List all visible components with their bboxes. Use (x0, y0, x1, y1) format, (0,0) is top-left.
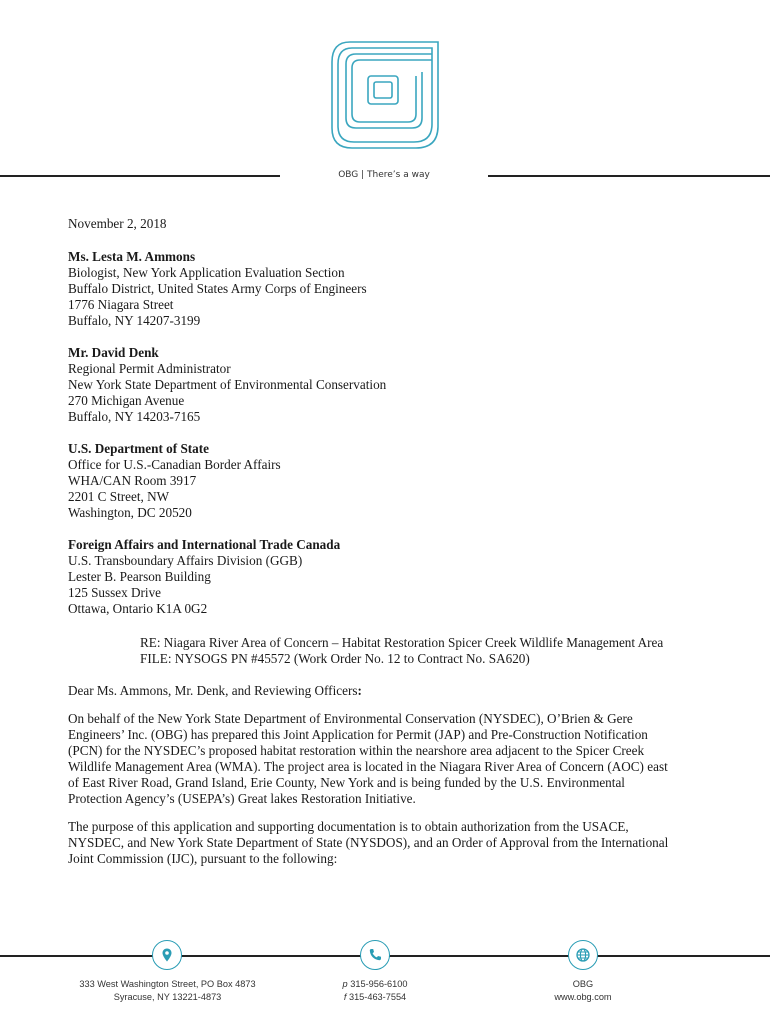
footer-address (60, 978, 275, 1004)
footer-fax-row (305, 991, 445, 1004)
file-line: FILE: NYSOGS PN #45572 (Work Order No. 12 to Contract No. SA620) (140, 651, 530, 666)
recipient-block (68, 249, 708, 329)
recipient-line: Biologist, New York Application Evaluation Section (68, 265, 345, 280)
paragraph-1 (68, 711, 708, 807)
obg-logo (330, 40, 440, 150)
recipient-block (68, 537, 708, 617)
location-pin-icon (152, 940, 182, 970)
phone-prefix: p (342, 979, 348, 989)
salutation (68, 683, 708, 699)
paragraph-line: Engineers’ Inc. (OBG) has prepared this Joint Application for Permit (JAP) and Pre-Construction Notification (68, 727, 648, 742)
recipient-name: Foreign Affairs and International Trade Canada (68, 537, 341, 552)
paragraph-line: Protection Agency’s (USEPA’s) Great lakes Restoration Initiative. (68, 791, 416, 806)
recipient-block (68, 441, 708, 521)
salutation-colon: : (357, 683, 362, 698)
recipient-name: Ms. Lesta M. Ammons (68, 249, 196, 264)
reference-block (140, 635, 708, 667)
header-rule-left (0, 175, 280, 177)
recipient-line: 1776 Niagara Street (68, 297, 174, 312)
recipient-line: Buffalo District, United States Army Corps of Engineers (68, 281, 367, 296)
recipient-line: Buffalo, NY 14203-7165 (68, 409, 201, 424)
recipient-block (68, 345, 708, 425)
footer-address-line2: Syracuse, NY 13221-4873 (113, 992, 222, 1002)
recipient-line: Washington, DC 20520 (68, 505, 192, 520)
paragraph-line: of East River Road, Grand Island, Erie County, New York and is being funded by the U.S. Environmental (68, 775, 625, 790)
footer-contact (305, 978, 445, 1004)
paragraph-line: On behalf of the New York State Department of Environmental Conservation (NYSDEC), O’Brien & Gere (68, 711, 633, 726)
footer-phone: 315-956-6100 (350, 979, 408, 989)
recipient-name: U.S. Department of State (68, 441, 210, 456)
recipient-line: 125 Sussex Drive (68, 585, 162, 600)
paragraph-2 (68, 819, 708, 867)
recipient-line: Buffalo, NY 14207-3199 (68, 313, 201, 328)
paragraph-line: Wildlife Management Area (WMA). The project area is located in the Niagara River Area of Concern (AOC) east (68, 759, 668, 774)
footer-company-name: OBG (572, 979, 594, 989)
re-line: RE: Niagara River Area of Concern – Habitat Restoration Spicer Creek Wildlife Management Area (140, 635, 664, 650)
footer-fax: 315-463-7554 (348, 992, 407, 1002)
footer-company (523, 978, 643, 1004)
globe-icon (568, 940, 598, 970)
phone-icon (360, 940, 390, 970)
recipient-line: Ottawa, Ontario K1A 0G2 (68, 601, 208, 616)
recipient-line: Office for U.S.-Canadian Border Affairs (68, 457, 281, 472)
recipient-line: WHA/CAN Room 3917 (68, 473, 197, 488)
salutation-text: Dear Ms. Ammons, Mr. Denk, and Reviewing Officers (68, 683, 358, 698)
recipient-line: Regional Permit Administrator (68, 361, 231, 376)
recipient-line: 2201 C Street, NW (68, 489, 170, 504)
recipient-line: U.S. Transboundary Affairs Division (GGB) (68, 553, 303, 568)
recipient-line: 270 Michigan Avenue (68, 393, 185, 408)
tagline: OBG | There’s a way (338, 170, 430, 180)
paragraph-line: The purpose of this application and supporting documentation is to obtain authorization from the USACE, (68, 819, 629, 834)
header-rule-right (488, 175, 770, 177)
footer-website[interactable]: www.obg.com (554, 992, 612, 1002)
letter-body (68, 216, 708, 879)
letter-date: November 2, 2018 (68, 216, 167, 231)
paragraph-line: NYSDEC, and New York State Department of State (NYSDOS), and an Order of Approval from the International (68, 835, 669, 850)
recipient-line: Lester B. Pearson Building (68, 569, 211, 584)
fax-prefix: f (343, 992, 347, 1002)
footer-address-line1: 333 West Washington Street, PO Box 4873 (79, 979, 256, 989)
recipient-line: New York State Department of Environmental Conservation (68, 377, 387, 392)
paragraph-line: (PCN) for the NYSDEC’s proposed habitat restoration within the nearshore area adjacent to the Spicer Creek (68, 743, 645, 758)
footer-phone-row (305, 978, 445, 991)
recipient-name: Mr. David Denk (68, 345, 159, 360)
paragraph-line: Joint Commission (IJC), pursuant to the following: (68, 851, 338, 866)
